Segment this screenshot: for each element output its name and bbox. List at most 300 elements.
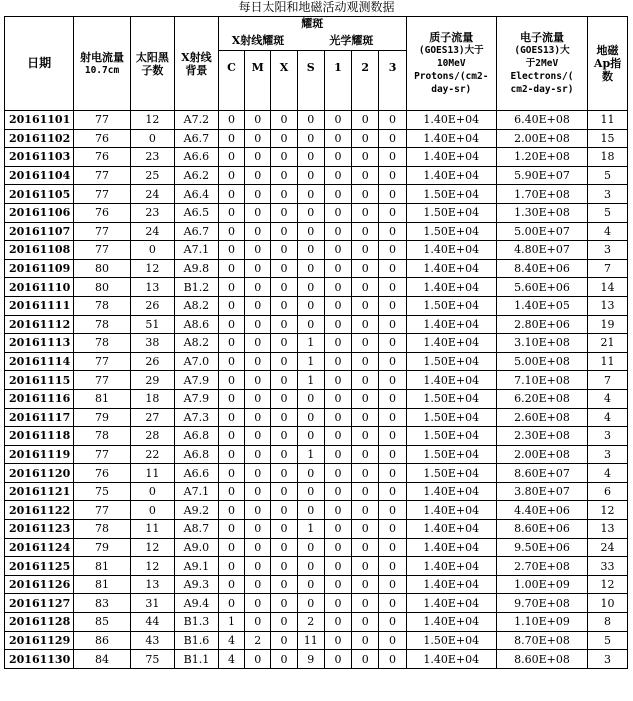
table-row [5, 259, 628, 278]
flare-s-cell: 1 [297, 371, 324, 390]
header-electron-line1: 电子流量 [519, 31, 564, 44]
ap-index-cell: 11 [588, 352, 628, 371]
flare-x-cell: 0 [271, 389, 297, 408]
flare-m-cell: 0 [245, 464, 271, 483]
flare-3-cell: 0 [379, 111, 406, 130]
flare-x-cell: 0 [271, 111, 297, 130]
flare-2-cell: 0 [352, 520, 379, 539]
ap-index-cell: 5 [588, 631, 628, 650]
flare-x-cell: 0 [271, 408, 297, 427]
flare-m-cell: 0 [245, 613, 271, 632]
flare-c-cell: 0 [218, 334, 244, 353]
flare-3-cell: 0 [379, 538, 406, 557]
observation-table [4, 16, 628, 669]
xray-background-cell: A8.2 [174, 334, 218, 353]
xray-background-cell: B1.2 [174, 278, 218, 297]
flare-x-cell: 0 [271, 501, 297, 520]
proton-flux-cell: 1.50E+04 [406, 464, 496, 483]
flare-2-cell: 0 [352, 427, 379, 446]
ap-index-cell: 14 [588, 278, 628, 297]
date-cell: 20161122 [5, 501, 74, 520]
proton-flux-cell: 1.40E+04 [406, 148, 496, 167]
flare-x-cell: 0 [271, 352, 297, 371]
ap-index-cell: 4 [588, 464, 628, 483]
flare-1-cell: 0 [324, 259, 351, 278]
flare-m-cell: 0 [245, 594, 271, 613]
flare-m-cell: 0 [245, 575, 271, 594]
flare-1-cell: 0 [324, 371, 351, 390]
xray-background-cell: A9.0 [174, 538, 218, 557]
sunspot-number-cell: 12 [130, 259, 174, 278]
flare-1-cell: 0 [324, 334, 351, 353]
xray-background-cell: A9.2 [174, 501, 218, 520]
flare-m-cell: 0 [245, 129, 271, 148]
header-date: 日期 [5, 17, 74, 111]
date-cell: 20161105 [5, 185, 74, 204]
table-row [5, 129, 628, 148]
table-row [5, 464, 628, 483]
electron-flux-cell: 2.00E+08 [496, 445, 587, 464]
date-cell: 20161116 [5, 389, 74, 408]
proton-flux-cell: 1.40E+04 [406, 613, 496, 632]
flare-2-cell: 0 [352, 650, 379, 669]
flare-m-cell: 0 [245, 408, 271, 427]
ap-index-cell: 21 [588, 334, 628, 353]
radio-flux-cell: 78 [74, 334, 131, 353]
date-cell: 20161120 [5, 464, 74, 483]
flare-2-cell: 0 [352, 538, 379, 557]
table-row [5, 538, 628, 557]
date-cell: 20161102 [5, 129, 74, 148]
flare-m-cell: 0 [245, 538, 271, 557]
proton-flux-cell: 1.40E+04 [406, 557, 496, 576]
table-row [5, 334, 628, 353]
flare-s-cell: 0 [297, 241, 324, 260]
flare-2-cell: 0 [352, 259, 379, 278]
xray-background-cell: A8.6 [174, 315, 218, 334]
flare-3-cell: 0 [379, 650, 406, 669]
proton-flux-cell: 1.50E+04 [406, 352, 496, 371]
xray-background-cell: A8.7 [174, 520, 218, 539]
ap-index-cell: 12 [588, 575, 628, 594]
radio-flux-cell: 76 [74, 203, 131, 222]
flare-3-cell: 0 [379, 241, 406, 260]
electron-flux-cell: 1.70E+08 [496, 185, 587, 204]
radio-flux-cell: 79 [74, 538, 131, 557]
date-cell: 20161129 [5, 631, 74, 650]
flare-s-cell: 0 [297, 203, 324, 222]
flare-s-cell: 0 [297, 482, 324, 501]
ap-index-cell: 13 [588, 520, 628, 539]
proton-flux-cell: 1.40E+04 [406, 482, 496, 501]
header-sunspot [130, 17, 174, 111]
sunspot-number-cell: 22 [130, 445, 174, 464]
flare-s-cell: 0 [297, 427, 324, 446]
flare-s-cell: 0 [297, 111, 324, 130]
table-row [5, 222, 628, 241]
proton-flux-cell: 1.40E+04 [406, 371, 496, 390]
proton-flux-cell: 1.40E+04 [406, 575, 496, 594]
flare-x-cell: 0 [271, 278, 297, 297]
radio-flux-cell: 78 [74, 296, 131, 315]
electron-flux-cell: 9.70E+08 [496, 594, 587, 613]
flare-m-cell: 2 [245, 631, 271, 650]
proton-flux-cell: 1.50E+04 [406, 185, 496, 204]
flare-1-cell: 0 [324, 631, 351, 650]
flare-c-cell: 0 [218, 203, 244, 222]
flare-2-cell: 0 [352, 482, 379, 501]
flare-3-cell: 0 [379, 371, 406, 390]
flare-x-cell: 0 [271, 445, 297, 464]
sunspot-number-cell: 11 [130, 464, 174, 483]
header-proton-line4: Protons/(cm2- [414, 71, 489, 82]
header-ap-index [588, 17, 628, 111]
flare-x-cell: 0 [271, 464, 297, 483]
flare-2-cell: 0 [352, 501, 379, 520]
radio-flux-cell: 81 [74, 557, 131, 576]
header-radio-flux-line2: 10.7cm [84, 64, 120, 76]
flare-3-cell: 0 [379, 259, 406, 278]
proton-flux-cell: 1.40E+04 [406, 538, 496, 557]
electron-flux-cell: 2.60E+08 [496, 408, 587, 427]
proton-flux-cell: 1.40E+04 [406, 315, 496, 334]
flare-c-cell: 0 [218, 259, 244, 278]
table-row [5, 278, 628, 297]
flare-2-cell: 0 [352, 241, 379, 260]
radio-flux-cell: 76 [74, 148, 131, 167]
radio-flux-cell: 83 [74, 594, 131, 613]
sunspot-number-cell: 23 [130, 148, 174, 167]
flare-1-cell: 0 [324, 464, 351, 483]
flare-c-cell: 0 [218, 315, 244, 334]
flare-x-cell: 0 [271, 650, 297, 669]
electron-flux-cell: 5.00E+08 [496, 352, 587, 371]
flare-3-cell: 0 [379, 594, 406, 613]
xray-background-cell: A9.3 [174, 575, 218, 594]
flare-s-cell: 0 [297, 278, 324, 297]
xray-background-cell: A9.4 [174, 594, 218, 613]
table-row [5, 185, 628, 204]
date-cell: 20161115 [5, 371, 74, 390]
flare-x-cell: 0 [271, 482, 297, 501]
flare-c-cell: 0 [218, 408, 244, 427]
flare-s-cell: 0 [297, 185, 324, 204]
flare-s-cell: 0 [297, 538, 324, 557]
flare-m-cell: 0 [245, 166, 271, 185]
date-cell: 20161128 [5, 613, 74, 632]
flare-c-cell: 0 [218, 371, 244, 390]
xray-background-cell: A6.6 [174, 464, 218, 483]
flare-3-cell: 0 [379, 575, 406, 594]
flare-x-cell: 0 [271, 185, 297, 204]
flare-3-cell: 0 [379, 166, 406, 185]
flare-c-cell: 0 [218, 278, 244, 297]
ap-index-cell: 7 [588, 259, 628, 278]
electron-flux-cell: 1.10E+09 [496, 613, 587, 632]
page-title: 每日太阳和地磁活动观测数据 [238, 0, 395, 14]
xray-background-cell: A9.8 [174, 259, 218, 278]
sunspot-number-cell: 28 [130, 427, 174, 446]
proton-flux-cell: 1.40E+04 [406, 241, 496, 260]
radio-flux-cell: 77 [74, 111, 131, 130]
xray-background-cell: B1.1 [174, 650, 218, 669]
flare-s-cell: 0 [297, 501, 324, 520]
flare-2-cell: 0 [352, 594, 379, 613]
flare-2-cell: 0 [352, 315, 379, 334]
header-electron-line4: Electrons/( [510, 71, 574, 82]
proton-flux-cell: 1.50E+04 [406, 631, 496, 650]
table-row [5, 296, 628, 315]
ap-index-cell: 5 [588, 203, 628, 222]
ap-index-cell: 11 [588, 111, 628, 130]
sunspot-number-cell: 13 [130, 278, 174, 297]
header-sub-c: C [218, 51, 244, 85]
flare-1-cell: 0 [324, 538, 351, 557]
date-cell: 20161121 [5, 482, 74, 501]
sunspot-number-cell: 25 [130, 166, 174, 185]
xray-background-cell: A7.3 [174, 408, 218, 427]
radio-flux-cell: 81 [74, 389, 131, 408]
proton-flux-cell: 1.40E+04 [406, 278, 496, 297]
flare-s-cell: 0 [297, 464, 324, 483]
flare-1-cell: 0 [324, 203, 351, 222]
sunspot-number-cell: 31 [130, 594, 174, 613]
header-electron-line5: cm2-day-sr) [510, 84, 574, 95]
table-row [5, 427, 628, 446]
flare-s-cell: 0 [297, 296, 324, 315]
flare-m-cell: 0 [245, 334, 271, 353]
date-cell: 20161110 [5, 278, 74, 297]
ap-index-cell: 19 [588, 315, 628, 334]
flare-x-cell: 0 [271, 334, 297, 353]
date-cell: 20161101 [5, 111, 74, 130]
flare-m-cell: 0 [245, 148, 271, 167]
proton-flux-cell: 1.50E+04 [406, 203, 496, 222]
radio-flux-cell: 81 [74, 575, 131, 594]
table-row [5, 166, 628, 185]
flare-x-cell: 0 [271, 538, 297, 557]
date-cell: 20161112 [5, 315, 74, 334]
flare-3-cell: 0 [379, 278, 406, 297]
radio-flux-cell: 77 [74, 166, 131, 185]
flare-c-cell: 0 [218, 222, 244, 241]
flare-m-cell: 0 [245, 482, 271, 501]
flare-3-cell: 0 [379, 557, 406, 576]
sunspot-number-cell: 43 [130, 631, 174, 650]
date-cell: 20161106 [5, 203, 74, 222]
flare-c-cell: 0 [218, 389, 244, 408]
electron-flux-cell: 7.10E+08 [496, 371, 587, 390]
flare-s-cell: 0 [297, 315, 324, 334]
flare-3-cell: 0 [379, 389, 406, 408]
xray-background-cell: A6.7 [174, 222, 218, 241]
header-electron-flux [496, 17, 587, 111]
xray-background-cell: A6.7 [174, 129, 218, 148]
sunspot-number-cell: 75 [130, 650, 174, 669]
flare-m-cell: 0 [245, 389, 271, 408]
flare-x-cell: 0 [271, 371, 297, 390]
radio-flux-cell: 77 [74, 501, 131, 520]
xray-background-cell: A6.6 [174, 148, 218, 167]
flare-3-cell: 0 [379, 185, 406, 204]
flare-2-cell: 0 [352, 408, 379, 427]
electron-flux-cell: 8.40E+06 [496, 259, 587, 278]
electron-flux-cell: 8.60E+06 [496, 520, 587, 539]
ap-index-cell: 3 [588, 241, 628, 260]
flare-s-cell: 0 [297, 259, 324, 278]
proton-flux-cell: 1.40E+04 [406, 129, 496, 148]
flare-m-cell: 0 [245, 296, 271, 315]
radio-flux-cell: 79 [74, 408, 131, 427]
flare-3-cell: 0 [379, 315, 406, 334]
table-row [5, 557, 628, 576]
radio-flux-cell: 75 [74, 482, 131, 501]
header-proton-flux [406, 17, 496, 111]
header-ap-line3: 数 [602, 70, 614, 83]
sunspot-number-cell: 12 [130, 557, 174, 576]
sunspot-number-cell: 38 [130, 334, 174, 353]
flare-3-cell: 0 [379, 501, 406, 520]
electron-flux-cell: 8.60E+08 [496, 650, 587, 669]
electron-flux-cell: 1.30E+08 [496, 203, 587, 222]
flare-2-cell: 0 [352, 129, 379, 148]
flare-m-cell: 0 [245, 241, 271, 260]
flare-c-cell: 0 [218, 538, 244, 557]
flare-3-cell: 0 [379, 203, 406, 222]
header-sub-x: X [271, 51, 297, 85]
flare-m-cell: 0 [245, 352, 271, 371]
flare-3-cell: 0 [379, 296, 406, 315]
date-cell: 20161113 [5, 334, 74, 353]
flare-2-cell: 0 [352, 111, 379, 130]
table-row [5, 594, 628, 613]
flare-1-cell: 0 [324, 408, 351, 427]
flare-x-cell: 0 [271, 427, 297, 446]
flare-x-cell: 0 [271, 557, 297, 576]
flare-3-cell: 0 [379, 408, 406, 427]
table-row [5, 631, 628, 650]
xray-background-cell: A7.9 [174, 389, 218, 408]
xray-background-cell: A6.2 [174, 166, 218, 185]
flare-2-cell: 0 [352, 389, 379, 408]
xray-background-cell: B1.6 [174, 631, 218, 650]
ap-index-cell: 15 [588, 129, 628, 148]
flare-1-cell: 0 [324, 557, 351, 576]
flare-c-cell: 0 [218, 129, 244, 148]
flare-s-cell: 0 [297, 594, 324, 613]
header-sunspot-line2: 子数 [141, 63, 164, 77]
proton-flux-cell: 1.40E+04 [406, 259, 496, 278]
proton-flux-cell: 1.40E+04 [406, 650, 496, 669]
proton-flux-cell: 1.40E+04 [406, 501, 496, 520]
proton-flux-cell: 1.50E+04 [406, 445, 496, 464]
date-cell: 20161114 [5, 352, 74, 371]
flare-c-cell: 0 [218, 185, 244, 204]
flare-2-cell: 0 [352, 464, 379, 483]
flare-c-cell: 0 [218, 148, 244, 167]
flare-1-cell: 0 [324, 594, 351, 613]
flare-2-cell: 0 [352, 631, 379, 650]
flare-c-cell: 0 [218, 296, 244, 315]
flare-1-cell: 0 [324, 315, 351, 334]
header-radio-flux [74, 17, 131, 111]
radio-flux-cell: 85 [74, 613, 131, 632]
flare-1-cell: 0 [324, 241, 351, 260]
flare-1-cell: 0 [324, 445, 351, 464]
radio-flux-cell: 86 [74, 631, 131, 650]
flare-2-cell: 0 [352, 203, 379, 222]
sunspot-number-cell: 0 [130, 241, 174, 260]
flare-3-cell: 0 [379, 482, 406, 501]
proton-flux-cell: 1.40E+04 [406, 111, 496, 130]
proton-flux-cell: 1.50E+04 [406, 427, 496, 446]
flare-s-cell: 0 [297, 575, 324, 594]
flare-1-cell: 0 [324, 613, 351, 632]
sunspot-number-cell: 44 [130, 613, 174, 632]
electron-flux-cell: 2.00E+08 [496, 129, 587, 148]
electron-flux-cell: 4.80E+07 [496, 241, 587, 260]
flare-2-cell: 0 [352, 557, 379, 576]
flare-m-cell: 0 [245, 259, 271, 278]
header-xray-background-line2: 背景 [185, 63, 208, 77]
flare-1-cell: 0 [324, 166, 351, 185]
flare-2-cell: 0 [352, 222, 379, 241]
ap-index-cell: 3 [588, 445, 628, 464]
flare-2-cell: 0 [352, 445, 379, 464]
flare-1-cell: 0 [324, 222, 351, 241]
flare-s-cell: 2 [297, 613, 324, 632]
xray-background-cell: A7.0 [174, 352, 218, 371]
header-xray-background-line1: X射线 [181, 50, 212, 64]
xray-background-cell: A7.9 [174, 371, 218, 390]
ap-index-cell: 5 [588, 166, 628, 185]
ap-index-cell: 33 [588, 557, 628, 576]
flare-c-cell: 1 [218, 613, 244, 632]
header-sub-2: 2 [352, 51, 379, 85]
ap-index-cell: 3 [588, 650, 628, 669]
date-cell: 20161108 [5, 241, 74, 260]
flare-m-cell: 0 [245, 222, 271, 241]
radio-flux-cell: 77 [74, 185, 131, 204]
table-row [5, 501, 628, 520]
flare-1-cell: 0 [324, 482, 351, 501]
ap-index-cell: 3 [588, 185, 628, 204]
flare-2-cell: 0 [352, 371, 379, 390]
flare-1-cell: 0 [324, 575, 351, 594]
flare-s-cell: 0 [297, 557, 324, 576]
table-row [5, 389, 628, 408]
header-ap-line2: Ap指 [593, 57, 622, 70]
radio-flux-cell: 76 [74, 129, 131, 148]
table-row [5, 241, 628, 260]
electron-flux-cell: 5.60E+06 [496, 278, 587, 297]
flare-2-cell: 0 [352, 148, 379, 167]
flare-s-cell: 0 [297, 129, 324, 148]
date-cell: 20161119 [5, 445, 74, 464]
flare-3-cell: 0 [379, 334, 406, 353]
sunspot-number-cell: 13 [130, 575, 174, 594]
electron-flux-cell: 1.40E+05 [496, 296, 587, 315]
flare-c-cell: 0 [218, 166, 244, 185]
proton-flux-cell: 1.50E+04 [406, 296, 496, 315]
xray-background-cell: A7.2 [174, 111, 218, 130]
flare-3-cell: 0 [379, 613, 406, 632]
flare-c-cell: 0 [218, 352, 244, 371]
header-proton-line5: day-sr) [431, 84, 472, 95]
proton-flux-cell: 1.40E+04 [406, 166, 496, 185]
flare-c-cell: 0 [218, 427, 244, 446]
flare-c-cell: 0 [218, 482, 244, 501]
